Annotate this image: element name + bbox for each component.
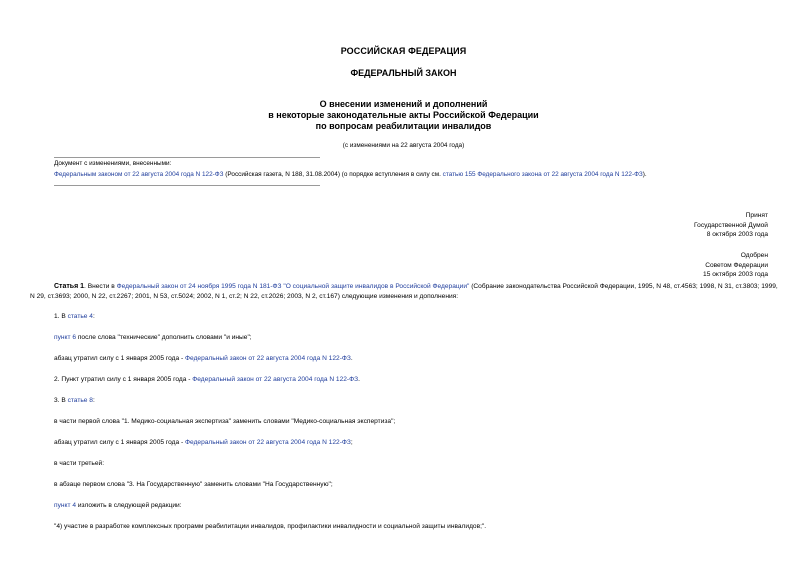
- item-2: [54, 376, 360, 383]
- law-122-fz-link-2[interactable]: Федеральный закон от 22 августа 2004 года N 122-ФЗ: [192, 376, 359, 383]
- accepted-by: Государственной Думой: [694, 221, 768, 229]
- item-3b-text: абзац утратил силу с 1 января 2005 года -: [54, 439, 186, 446]
- item-2-end: .: [358, 376, 360, 383]
- point-4-link[interactable]: пункт 4: [54, 502, 76, 509]
- item-3a: в части первой слова "1. Медико-социальная экспертиза" заменить словами "Медико-социальная экспертиза";: [54, 418, 396, 425]
- approved-word: Одобрен: [740, 252, 768, 259]
- article-155-link[interactable]: статью 155 Федерального закона от 22 августа 2004 года N 122-ФЗ: [442, 171, 643, 178]
- title-line-1: О внесении изменений и дополнений: [319, 99, 488, 109]
- item-1b-end: .: [350, 355, 353, 362]
- item-1: [54, 313, 95, 320]
- article-1-text-a: . Внести в: [84, 283, 117, 290]
- title-line-3: по вопросам реабилитации инвалидов: [315, 121, 492, 131]
- item-1a: [54, 334, 252, 341]
- item-1a-text: после слова "технические" дополнить словами "и иные";: [76, 334, 252, 341]
- article-1-paragraph: [30, 282, 780, 302]
- accepted-date: 8 октября 2003 года: [706, 231, 768, 239]
- changes-label: Документ с изменениями, внесенными:: [54, 160, 172, 167]
- article-1-text-b: (Собрание законодательства Российской Федерации, 1995, N 48, ст.4563; 1998, N 31, ст.3803; 1999, N 29, ст.3693; 2000, N 22, ст.2267; 2001, N 53, ст.5024; 2002, N 1, ст.2; N 22, ст.2026; 2003, N 2, ст.167) следующие изменения и дополнения:: [30, 283, 778, 300]
- law-181-fz-link[interactable]: Федеральный закон от 24 ноября 1995 года N 181-ФЗ "О социальной защите инвалидов в Российской Федерации": [116, 283, 470, 290]
- item-3e-text: изложить в следующей редакции:: [76, 502, 182, 509]
- item-3-suffix: :: [92, 397, 95, 404]
- item-2-text: 2. Пункт утратил силу с 1 января 2005 года -: [54, 376, 193, 383]
- accepted-word: Принят: [745, 212, 768, 219]
- approved-date: 15 октября 2003 года: [703, 271, 768, 279]
- item-1-suffix: :: [92, 313, 95, 320]
- amending-law-link[interactable]: Федеральным законом от 22 августа 2004 года N 122-ФЗ: [54, 171, 224, 178]
- item-3b: [54, 439, 353, 446]
- law-type-heading: ФЕДЕРАЛЬНЫЙ ЗАКОН: [350, 68, 457, 78]
- approval-block: [703, 251, 768, 280]
- item-1b: [54, 355, 353, 362]
- item-3f: "4) участие в разработке комплексных программ реабилитации инвалидов, профилактики инвалидности и социальной защиты инвалидов;".: [54, 523, 487, 530]
- changes-line: [54, 171, 647, 178]
- law-122-fz-link-3[interactable]: Федеральный закон от 22 августа 2004 года N 122-ФЗ: [185, 439, 351, 446]
- divider-top: [54, 157, 320, 158]
- item-3e: [54, 502, 182, 509]
- revision-subtitle: (с изменениями на 22 августа 2004 года): [342, 142, 465, 149]
- item-3d: в абзаце первом слова "3. На Государственную" заменить словами "На Государственную";: [54, 481, 333, 488]
- changes-text-1: (Российская газета, N 188, 31.08.2004) (о порядке вступления в силу см.: [223, 171, 443, 178]
- point-6-link[interactable]: пункт 6: [54, 334, 76, 341]
- item-3c: в части третьей:: [54, 460, 105, 467]
- item-3b-end: ;: [350, 439, 353, 446]
- approved-by: Советом Федерации: [705, 261, 768, 269]
- changes-text-2: ).: [642, 171, 647, 178]
- item-1b-text: абзац утратил силу с 1 января 2005 года -: [54, 355, 186, 362]
- title-line-2: в некоторые законодательные акты Российской Федерации: [268, 110, 539, 120]
- article-4-link[interactable]: статье 4: [67, 313, 93, 320]
- law-122-fz-link-1[interactable]: Федеральный закон от 22 августа 2004 года N 122-ФЗ: [185, 355, 351, 362]
- article-8-link[interactable]: статье 8: [67, 397, 93, 404]
- item-3-prefix: 3. В: [54, 397, 68, 404]
- country-heading: РОССИЙСКАЯ ФЕДЕРАЦИЯ: [340, 46, 467, 56]
- adoption-block: [694, 211, 768, 240]
- divider-bottom: [54, 185, 320, 186]
- item-3: [54, 397, 95, 404]
- article-1-label: Статья 1: [54, 283, 85, 290]
- item-1-prefix: 1. В: [54, 313, 68, 320]
